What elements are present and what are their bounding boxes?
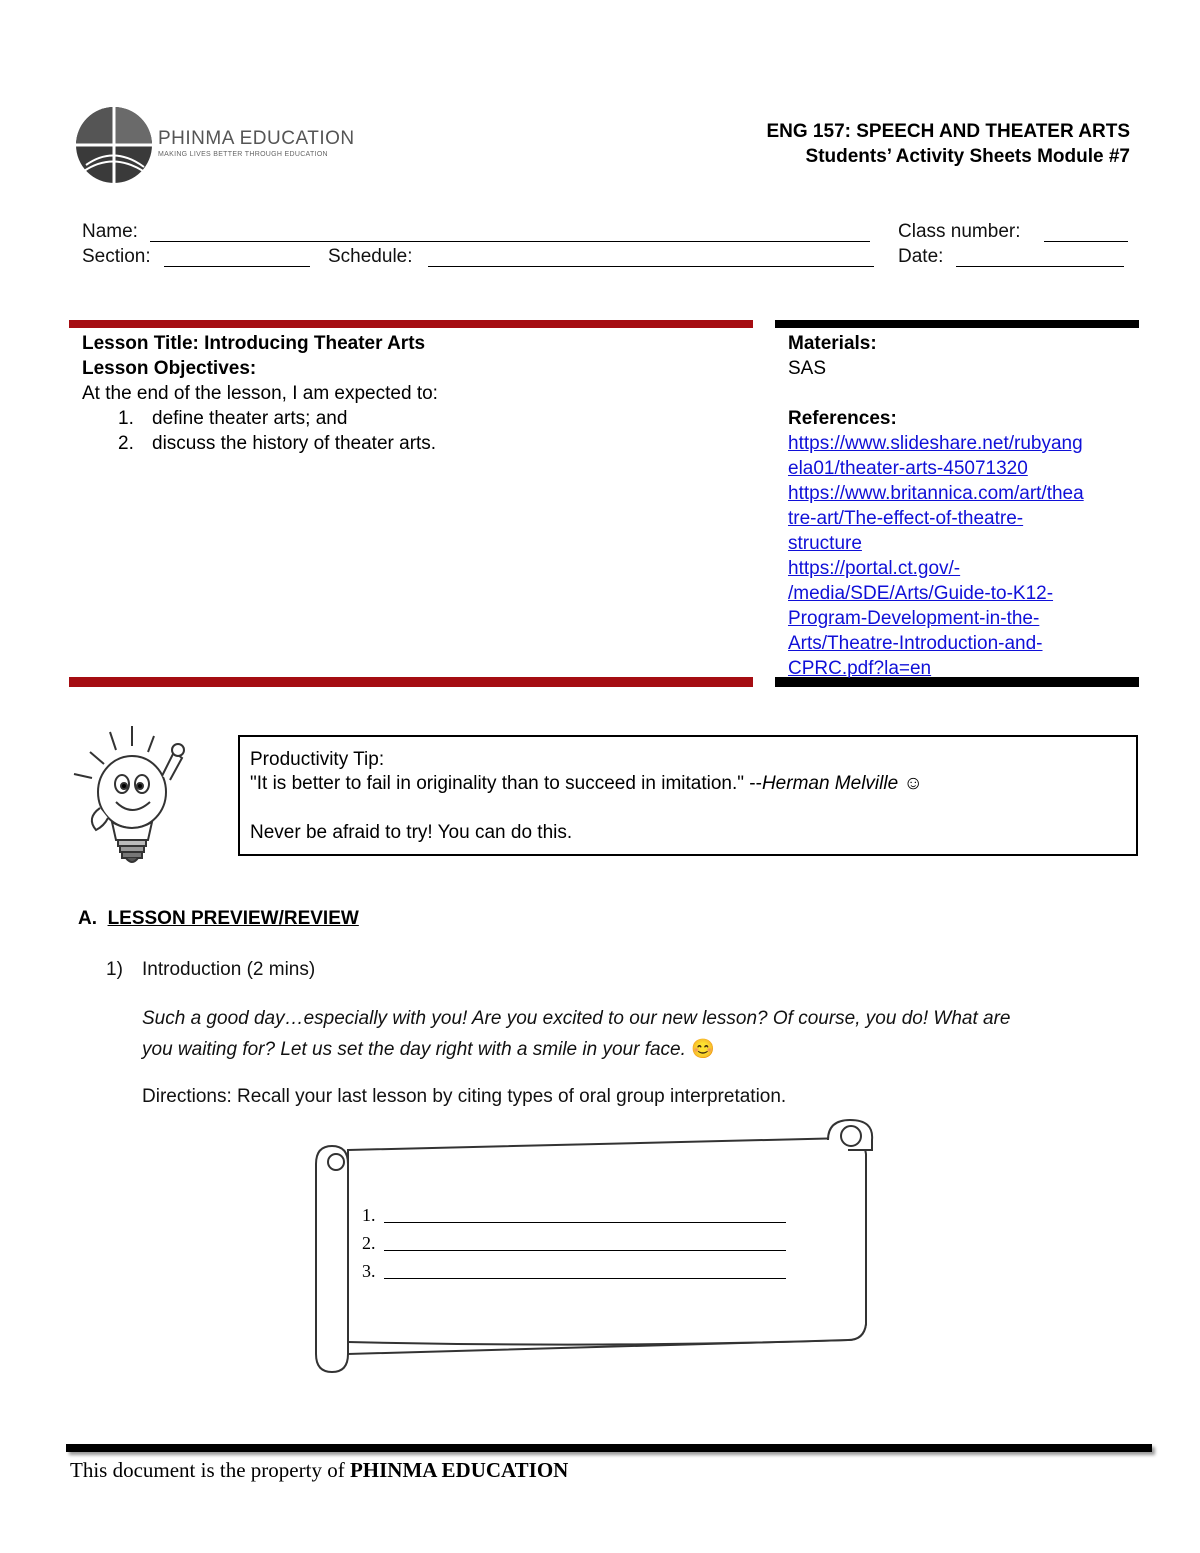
tip-quote-author: Herman Melville bbox=[761, 773, 899, 794]
materials-top-divider bbox=[775, 320, 1139, 328]
objective-number: 2. bbox=[118, 433, 134, 454]
tip-heading: Productivity Tip: bbox=[250, 749, 385, 770]
class-number-label: Class number: bbox=[898, 221, 1021, 242]
intro-italic-text: you waiting for? Let us set the day right with a smile in your face. bbox=[142, 1039, 686, 1060]
class-number-field[interactable] bbox=[1044, 241, 1128, 242]
scroll-item-number: 2. bbox=[362, 1233, 376, 1253]
smile-emoji-icon: 😊 bbox=[691, 1039, 715, 1060]
item-number: 1) bbox=[106, 959, 123, 980]
reference-link[interactable]: https://www.slideshare.net/rubyang bbox=[788, 433, 1083, 454]
section-label: Section: bbox=[82, 246, 151, 267]
scroll-item-number: 1. bbox=[362, 1205, 376, 1225]
section-a-heading bbox=[78, 908, 359, 930]
reference-link[interactable]: Program-Development-in-the- bbox=[788, 608, 1040, 629]
lesson-top-divider bbox=[69, 320, 753, 328]
footer-text bbox=[70, 1458, 568, 1483]
scroll-item-number: 3. bbox=[362, 1261, 376, 1281]
section-title: LESSON PREVIEW/REVIEW bbox=[107, 908, 359, 929]
reference-link[interactable]: /media/SDE/Arts/Guide-to-K12- bbox=[788, 583, 1054, 604]
footer-divider bbox=[66, 1444, 1152, 1452]
materials-label: Materials: bbox=[788, 333, 877, 354]
intro-italic-line bbox=[142, 1037, 715, 1061]
lesson-intro: At the end of the lesson, I am expected to: bbox=[82, 383, 438, 404]
smiley-icon: ☺ bbox=[903, 773, 923, 794]
module-title: Students’ Activity Sheets Module #7 bbox=[805, 146, 1130, 167]
directions-text: Directions: Recall your last lesson by citing types of oral group interpretation. bbox=[142, 1086, 787, 1107]
date-label: Date: bbox=[898, 246, 944, 267]
reference-link[interactable]: Arts/Theatre-Introduction-and- bbox=[788, 633, 1043, 654]
answer-line-2[interactable] bbox=[384, 1250, 786, 1251]
tip-quote bbox=[250, 773, 923, 795]
scroll-banner-icon bbox=[308, 1114, 878, 1380]
reference-link[interactable]: https://portal.ct.gov/- bbox=[788, 558, 961, 579]
objective-item: define theater arts; and bbox=[152, 408, 348, 429]
date-field[interactable] bbox=[956, 266, 1124, 267]
name-field[interactable] bbox=[150, 241, 870, 242]
tip-quote-text: "It is better to fail in originality than to succeed in imitation." -- bbox=[250, 773, 762, 794]
materials-value: SAS bbox=[788, 358, 827, 379]
reference-link[interactable]: tre-art/The-effect-of-theatre- bbox=[788, 508, 1024, 529]
answer-line-3[interactable] bbox=[384, 1278, 786, 1279]
reference-link[interactable]: https://www.britannica.com/art/thea bbox=[788, 483, 1084, 504]
lightbulb-mascot-icon bbox=[70, 722, 190, 870]
lesson-title: Lesson Title: Introducing Theater Arts bbox=[82, 333, 426, 354]
references-label: References: bbox=[788, 408, 897, 429]
schedule-field[interactable] bbox=[428, 266, 874, 267]
lesson-objectives-label: Lesson Objectives: bbox=[82, 358, 257, 379]
footer-prefix: This document is the property of bbox=[70, 1458, 345, 1482]
schedule-label: Schedule: bbox=[328, 246, 413, 267]
reference-link[interactable]: structure bbox=[788, 533, 862, 554]
intro-italic-line: Such a good day…especially with you! Are you excited to our new lesson? Of course, you do! What are bbox=[142, 1008, 1011, 1029]
lesson-bottom-divider bbox=[69, 677, 753, 687]
item-title: Introduction (2 mins) bbox=[142, 959, 316, 980]
reference-link[interactable]: ela01/theater-arts-45071320 bbox=[788, 458, 1028, 479]
section-field[interactable] bbox=[164, 266, 310, 267]
logo-name: PHINMA EDUCATION bbox=[158, 128, 355, 149]
reference-link[interactable]: CPRC.pdf?la=en bbox=[788, 658, 932, 679]
course-title: ENG 157: SPEECH AND THEATER ARTS bbox=[766, 121, 1130, 142]
footer-owner: PHINMA EDUCATION bbox=[349, 1458, 569, 1482]
name-label: Name: bbox=[82, 221, 138, 242]
objective-item: discuss the history of theater arts. bbox=[152, 433, 437, 454]
section-letter: A. bbox=[78, 908, 97, 929]
objective-number: 1. bbox=[118, 408, 134, 429]
answer-line-1[interactable] bbox=[384, 1222, 786, 1223]
tip-encouragement: Never be afraid to try! You can do this. bbox=[250, 822, 573, 843]
logo-tagline: MAKING LIVES BETTER THROUGH EDUCATION bbox=[158, 151, 328, 158]
